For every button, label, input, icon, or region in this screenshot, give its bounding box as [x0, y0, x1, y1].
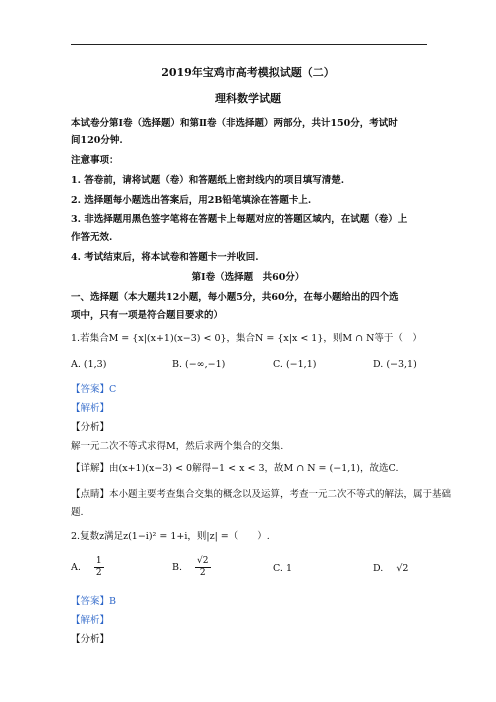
intro-line-1: 本试卷分第Ⅰ卷（选择题）和第Ⅱ卷（非选择题）两部分，共计150分，考试时 — [71, 118, 398, 129]
notes-heading: 注意事项： — [71, 155, 119, 166]
q1-fenxi-text: 解一元二次不等式求得M，然后求两个集合的交集. — [71, 441, 284, 452]
q1-review-line-2: 题. — [71, 507, 84, 518]
page-subtitle: 理科数学试题 — [215, 92, 281, 105]
q1-option-b: B. (−∞,−1) — [172, 359, 226, 370]
q1-detail: 【详解】由(x+1)(x−3) < 0解得−1 < x < 3，故M ∩ N = (−1,1)，故选C. — [71, 463, 399, 474]
intro-line-2: 间120分钟. — [71, 135, 123, 146]
q1-answer: 【答案】C — [71, 384, 117, 395]
q2-option-b-denominator: 2 — [199, 568, 206, 578]
q1-analysis-tag: 【解析】 — [71, 403, 110, 414]
part1-heading-line-2: 项中，只有一项是符合题目要求的） — [71, 310, 224, 321]
q2-option-b-label: B. — [172, 562, 183, 573]
note-2: 2. 选择题每小题选出答案后，用2B铅笔填涂在答题卡上. — [71, 195, 312, 206]
q1-stem: 1.若集合M = {x|(x+1)(x−3) < 0}，集合N = {x|x < 1}，则M ∩ N等于（ ） — [71, 333, 422, 344]
q2-fenxi-tag: 【分析】 — [71, 634, 110, 645]
q1-fenxi-tag: 【分析】 — [71, 422, 110, 433]
q2-option-b — [172, 556, 211, 579]
q2-option-a-numerator: 1 — [95, 556, 102, 566]
section-title: 第Ⅰ卷（选择题 共60分） — [191, 272, 305, 283]
q2-option-a-denominator: 2 — [95, 568, 102, 578]
q1-option-c: C. (−1,1) — [273, 359, 317, 370]
q2-option-b-fraction — [195, 556, 210, 579]
q2-option-a-fraction — [94, 556, 104, 579]
page-title: 2019年宝鸡市高考模拟试题（二） — [161, 66, 335, 79]
q1-option-a: A. (1,3) — [71, 359, 107, 370]
note-3: 3. 非选择题用黑色签字笔将在答题卡上每题对应的答题区域内，在试题（卷）上 — [71, 214, 408, 225]
q2-option-b-numerator: √2 — [197, 556, 209, 566]
part1-heading-line-1: 一、选择题（本大题共12小题，每小题5分，共60分，在每小题给出的四个选 — [71, 292, 399, 303]
q2-option-d-label: D. — [373, 563, 384, 574]
q2-option-a-label: A. — [71, 562, 81, 573]
note-4: 4. 考试结束后，将本试卷和答题卡一并收回. — [71, 252, 259, 263]
q2-option-d — [373, 562, 408, 575]
q2-analysis-tag: 【解析】 — [71, 615, 110, 626]
q1-option-d: D. (−3,1) — [373, 359, 417, 370]
q1-review-line-1: 【点睛】本小题主要考查集合交集的概念以及运算，考查一元二次不等式的解法，属于基础 — [71, 489, 452, 500]
q2-stem: 2.复数z满足z(1−i)² = 1+i，则|z| =（ ）. — [71, 531, 270, 542]
q2-option-a — [71, 556, 104, 579]
header-rule — [71, 44, 427, 45]
q2-option-d-value: √2 — [396, 563, 409, 574]
note-1: 1. 答卷前，请将试题（卷）和答题纸上密封线内的项目填写清楚. — [71, 175, 345, 186]
q2-option-c: C. 1 — [273, 563, 293, 574]
note-3-cont: 作答无效. — [71, 232, 113, 243]
q2-answer: 【答案】B — [71, 596, 116, 607]
